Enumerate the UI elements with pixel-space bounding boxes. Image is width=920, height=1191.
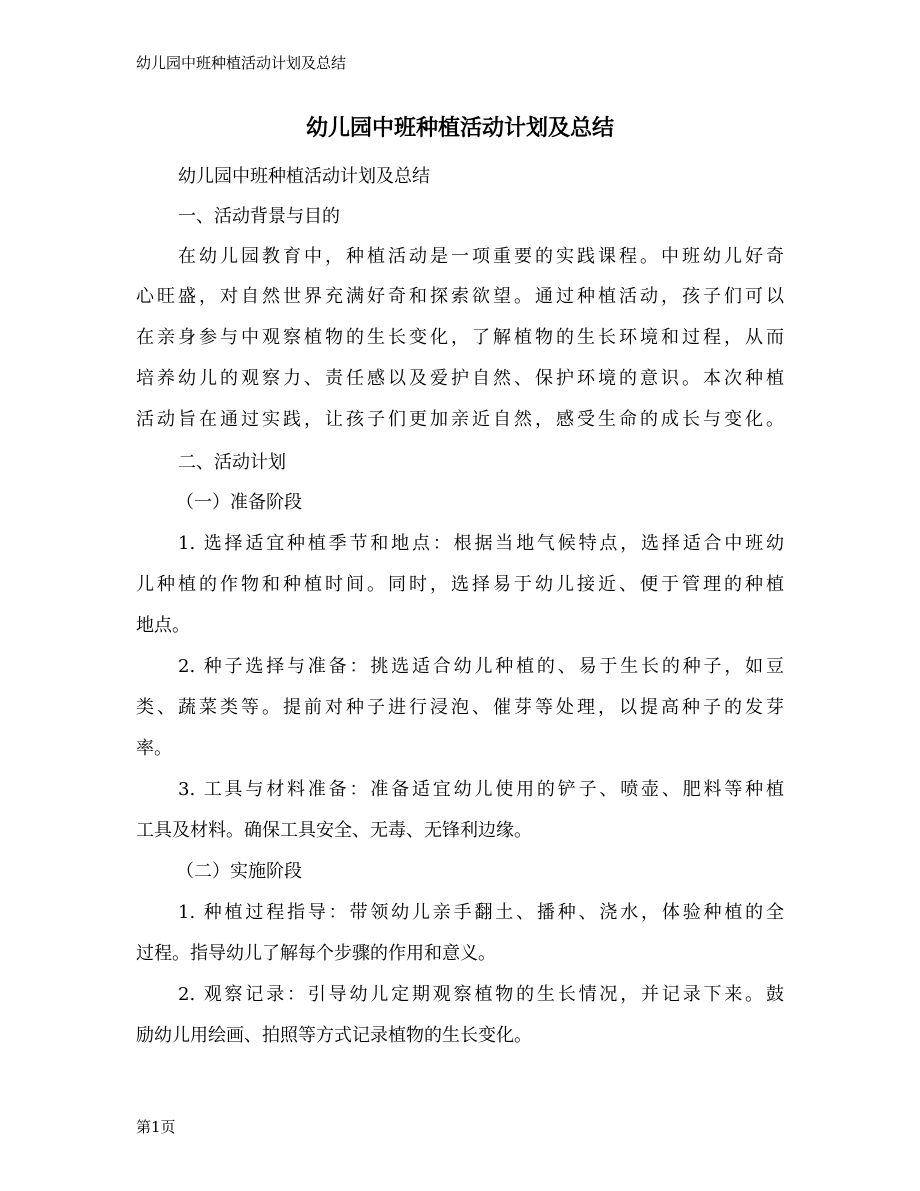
stage1-heading: （一）准备阶段 xyxy=(176,492,302,513)
section1-heading: 一、活动背景与目的 xyxy=(178,206,340,227)
stage1-item3-line-1: 3. 工具与材料准备：准备适宜幼儿使用的铲子、喷壶、肥料等种植 xyxy=(178,779,784,800)
running-header: 幼儿园中班种植活动计划及总结 xyxy=(136,54,347,72)
stage2-heading: （二）实施阶段 xyxy=(176,861,302,882)
section1-line-3: 在亲身参与中观察植物的生长变化，了解植物的生长环境和过程，从而 xyxy=(136,327,784,348)
section1-line-1: 在幼儿园教育中，种植活动是一项重要的实践课程。中班幼儿好奇 xyxy=(178,246,784,267)
stage2-item2-line-2: 励幼儿用绘画、拍照等方式记录植物的生长变化。 xyxy=(136,1025,532,1046)
stage2-item2-line-1: 2. 观察记录：引导幼儿定期观察植物的生长情况，并记录下来。鼓 xyxy=(178,984,784,1005)
stage1-item2-line-1: 2. 种子选择与准备：挑选适合幼儿种植的、易于生长的种子，如豆 xyxy=(178,656,784,677)
stage1-item2-line-2: 类、蔬菜类等。提前对种子进行浸泡、催芽等处理，以提高种子的发芽 xyxy=(136,697,784,718)
stage1-item2-line-3: 率。 xyxy=(136,738,172,759)
section1-line-5: 活动旨在通过实践，让孩子们更加亲近自然，感受生命的成长与变化。 xyxy=(136,409,784,430)
stage2-item1-line-2: 过程。指导幼儿了解每个步骤的作用和意义。 xyxy=(136,943,496,964)
stage2-item1-line-1: 1. 种植过程指导：带领幼儿亲手翻土、播种、浇水，体验种植的全 xyxy=(178,902,784,923)
page-number: 第1页 xyxy=(136,1118,176,1136)
stage1-item1-line-3: 地点。 xyxy=(136,615,190,636)
stage1-item3-line-2: 工具及材料。确保工具安全、无毒、无锋利边缘。 xyxy=(136,820,532,841)
section2-heading: 二、活动计划 xyxy=(178,452,286,473)
stage1-item1-line-1: 1. 选择适宜种植季节和地点：根据当地气候特点，选择适合中班幼 xyxy=(178,533,784,554)
document-title: 幼儿园中班种植活动计划及总结 xyxy=(305,116,614,141)
section1-line-4: 培养幼儿的观察力、责任感以及爱护自然、保护环境的意识。本次种植 xyxy=(136,368,784,389)
document-subtitle: 幼儿园中班种植活动计划及总结 xyxy=(178,166,430,187)
section1-line-2: 心旺盛，对自然世界充满好奇和探索欲望。通过种植活动，孩子们可以 xyxy=(136,286,784,307)
stage1-item1-line-2: 儿种植的作物和种植时间。同时，选择易于幼儿接近、便于管理的种植 xyxy=(136,574,784,595)
